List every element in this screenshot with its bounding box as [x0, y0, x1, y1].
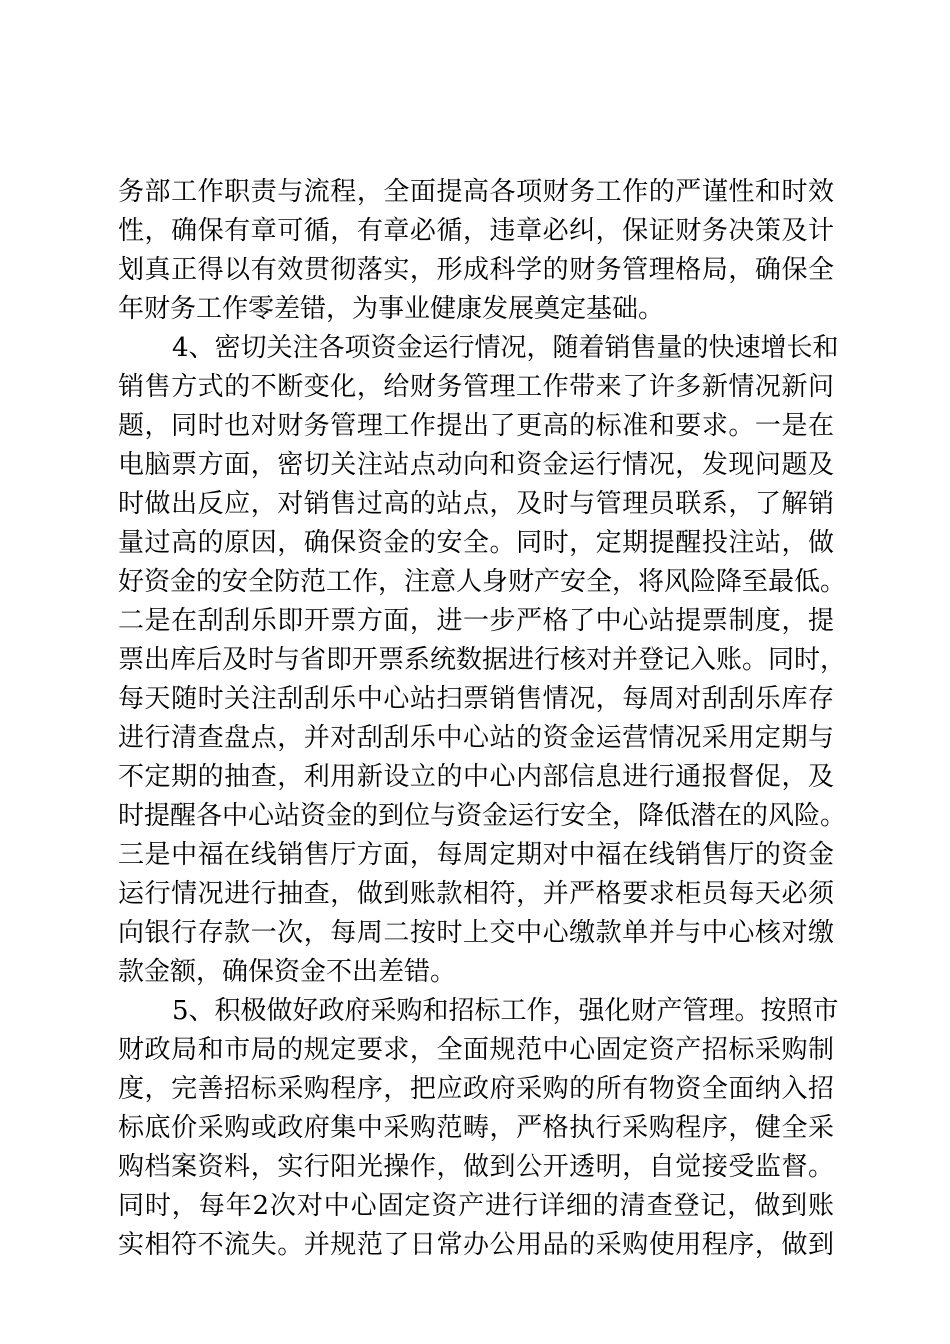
text-line: 划真正得以有效贯彻落实，形成科学的财务管理格局，确保全	[118, 255, 834, 285]
text-line: 不定期的抽查，利用新设立的中心内部信息进行通报督促，及	[118, 762, 834, 792]
text-line: 标底价采购或政府集中采购范畴，严格执行采购程序，健全采	[118, 1113, 834, 1143]
text-line: 务部工作职责与流程，全面提高各项财务工作的严谨性和时效	[118, 177, 834, 207]
text-line: 款金额，确保资金不出差错。	[118, 957, 457, 987]
text-line: 量过高的原因，确保资金的安全。同时，定期提醒投注站，做	[118, 528, 834, 558]
text-line: 时做出反应，对销售过高的站点，及时与管理员联系，了解销	[118, 489, 834, 519]
text-line: 同时，每年2次对中心固定资产进行详细的清查登记，做到账	[118, 1191, 834, 1221]
text-line: 时提醒各中心站资金的到位与资金运行安全，降低潜在的风险。	[118, 801, 847, 831]
text-line: 三是中福在线销售厅方面，每周定期对中福在线销售厅的资金	[118, 840, 834, 870]
text-line: 向银行存款一次，每周二按时上交中心缴款单并与中心核对缴	[118, 918, 834, 948]
text-line: 购档案资料，实行阳光操作，做到公开透明，自觉接受监督。	[118, 1152, 834, 1182]
text-line: 度，完善招标采购程序，把应政府采购的所有物资全面纳入招	[118, 1074, 834, 1104]
text-line: 财政局和市局的规定要求，全面规范中心固定资产招标采购制	[118, 1035, 834, 1065]
text-line: 好资金的安全防范工作，注意人身财产安全，将风险降至最低。	[118, 567, 847, 597]
paragraph-start-line: 5、积极做好政府采购和招标工作，强化财产管理。按照市	[172, 996, 839, 1026]
text-line: 运行情况进行抽查，做到账款相符，并严格要求柜员每天必须	[118, 879, 834, 909]
paragraph-start-line: 4、密切关注各项资金运行情况，随着销售量的快速增长和	[172, 333, 839, 363]
text-line: 进行清查盘点，并对刮刮乐中心站的资金运营情况采用定期与	[118, 723, 834, 753]
text-line: 每天随时关注刮刮乐中心站扫票销售情况，每周对刮刮乐库存	[118, 684, 834, 714]
text-line: 电脑票方面，密切关注站点动向和资金运行情况，发现问题及	[118, 450, 834, 480]
text-line: 销售方式的不断变化，给财务管理工作带来了许多新情况新问	[118, 372, 834, 402]
text-line: 题，同时也对财务管理工作提出了更高的标准和要求。一是在	[118, 411, 834, 441]
text-line: 二是在刮刮乐即开票方面，进一步严格了中心站提票制度，提	[118, 606, 834, 636]
text-line: 年财务工作零差错，为事业健康发展奠定基础。	[118, 294, 665, 324]
text-line: 实相符不流失。并规范了日常办公用品的采购使用程序，做到	[118, 1230, 834, 1260]
text-line: 性，确保有章可循，有章必循，违章必纠，保证财务决策及计	[118, 216, 834, 246]
text-line: 票出库后及时与省即开票系统数据进行核对并登记入账。同时，	[118, 645, 847, 675]
